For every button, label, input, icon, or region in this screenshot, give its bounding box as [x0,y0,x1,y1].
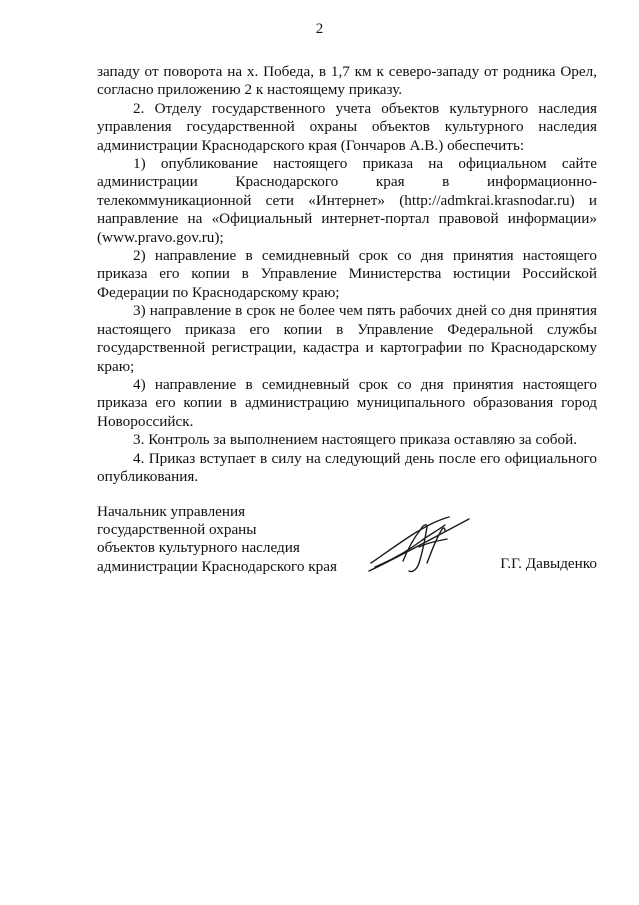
signatory-title-line: объектов культурного наследия [97,539,300,557]
paragraph-subitem-1: 1) опубликование настоящего приказа на официальном сайте администрации Краснодарского края в информационно-телекоммуникационной сети «Интернет» (http://admkrai.krasnodar.ru) и направление на «Официальный интернет-портал правовой информации» (www.pravo.gov.ru); [97,155,597,246]
paragraph-item-2: 2. Отделу государственного учета объектов культурного наследия управления государственной охраны объектов культурного наследия администрации Краснодарского края (Гончаров А.В.) обеспечить: [97,99,597,154]
signatory-title-line: Начальник управления [97,503,246,520]
paragraph-item-4: 4. Приказ вступает в силу на следующий день после его официального опубликования. [97,449,597,485]
paragraph-continuation: западу от поворота на х. Победа, в 1,7 км к северо-западу от родника Орел, согласно приложению 2 к настоящему приказу. [97,63,597,99]
signatory-name: Г.Г. Давыденко [500,554,597,572]
paragraph-subitem-4: 4) направление в семидневный срок со дня принятия настоящего приказа его копии в администрацию муниципального образования город Новороссийск. [97,375,597,430]
signatory-title-line: администрации Краснодарского края [97,557,337,575]
paragraph-subitem-3: 3) направление в срок не более чем пять рабочих дней со дня принятия настоящего приказа его копии в Управление Федеральной службы государственной регистрации, кадастра и картографии по Краснодарскому краю; [97,302,597,375]
signatory-title-line: государственной охраны [97,521,257,539]
signature-block [97,503,597,583]
signature-stroke [371,517,449,563]
paragraph-item-3: 3. Контроль за выполнением настоящего приказа оставляю за собой. [133,431,578,449]
paragraph-subitem-2: 2) направление в семидневный срок со дня принятия настоящего приказа его копии в Управление Министерства юстиции Российской Федерации по Краснодарскому краю; [97,247,597,301]
document-body [97,63,597,486]
handwritten-signature [365,511,475,581]
page-number: 2 [315,21,324,37]
